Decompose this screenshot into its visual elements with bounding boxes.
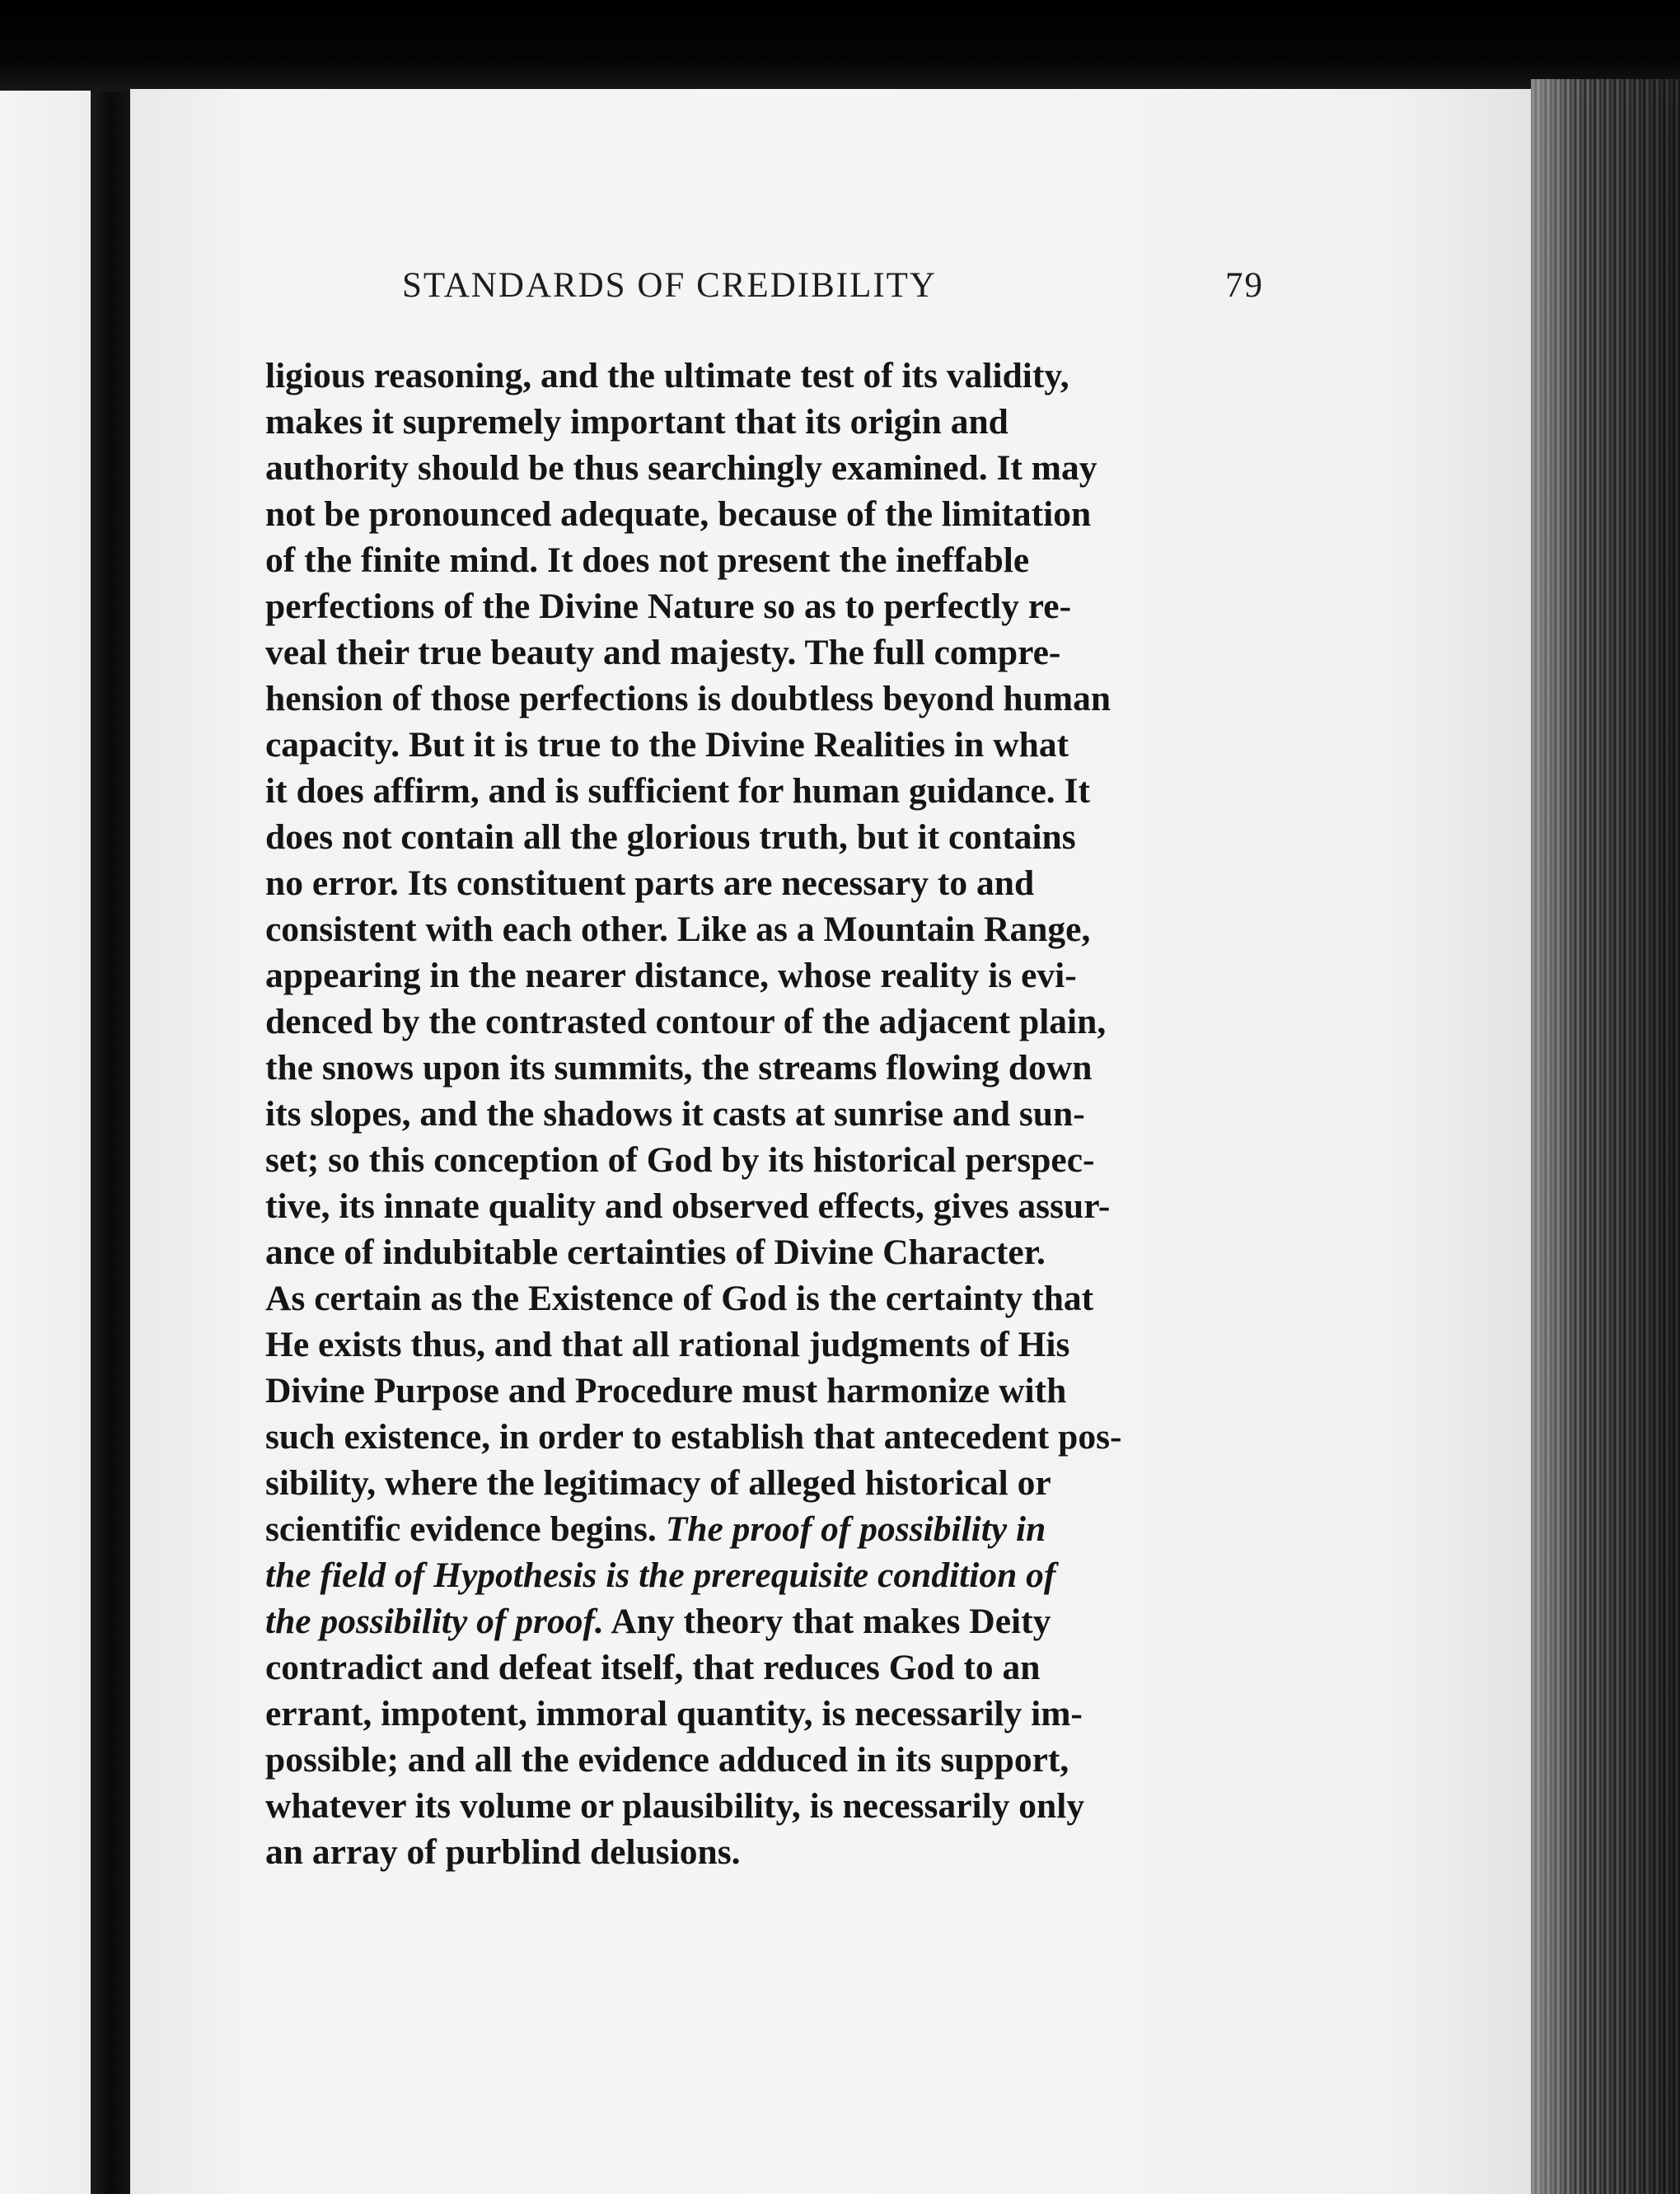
running-head bbox=[402, 265, 1264, 315]
text-line: capacity. But it is true to the Divine Realities in what bbox=[265, 725, 1069, 765]
text-line: an array of purblind delusions. bbox=[265, 1832, 741, 1872]
text-line: it does affirm, and is sufficient for human guidance. It bbox=[265, 771, 1090, 811]
text-line: makes it supremely important that its origin and bbox=[265, 402, 1008, 442]
text-line: whatever its volume or plausibility, is necessarily only bbox=[265, 1786, 1085, 1826]
page-number: 79 bbox=[1225, 266, 1264, 305]
text-line: not be pronounced adequate, because of the limitation bbox=[265, 494, 1092, 534]
text-line bbox=[265, 1552, 1251, 1598]
text-line: hension of those perfections is doubtless beyond human bbox=[265, 679, 1111, 718]
italic-emphasis: the possibility of proof. bbox=[265, 1602, 604, 1641]
text-line: its slopes, and the shadows it casts at sunrise and sun- bbox=[265, 1094, 1085, 1134]
text-line: no error. Its constituent parts are necessary to and bbox=[265, 863, 1035, 903]
text-line: authority should be thus searchingly examined. It may bbox=[265, 448, 1097, 488]
text-line: veal their true beauty and majesty. The full compre- bbox=[265, 633, 1061, 672]
text-line: ance of indubitable certainties of Divine Character. bbox=[265, 1233, 1046, 1272]
text-line: denced by the contrasted contour of the adjacent plain, bbox=[265, 1002, 1107, 1041]
text-line: errant, impotent, immoral quantity, is necessarily im- bbox=[265, 1694, 1083, 1733]
page-edges-stack bbox=[1531, 79, 1680, 2194]
running-title: STANDARDS OF CREDIBILITY bbox=[402, 266, 937, 305]
italic-emphasis: the field of Hypothesis is the prerequisite condition of bbox=[265, 1555, 1056, 1595]
text-line: the snows upon its summits, the streams flowing down bbox=[265, 1048, 1093, 1088]
text-line: sibility, where the legitimacy of alleged historical or bbox=[265, 1463, 1051, 1503]
text-line: Divine Purpose and Procedure must harmonize with bbox=[265, 1371, 1067, 1410]
text-line: of the finite mind. It does not present the ineffable bbox=[265, 540, 1030, 580]
text-line: does not contain all the glorious truth, but it contains bbox=[265, 817, 1076, 857]
text-line: the possibility of proof. Any theory that makes Deity bbox=[265, 1602, 1051, 1641]
text-line: such existence, in order to establish that antecedent pos- bbox=[265, 1417, 1122, 1457]
text-line: set; so this conception of God by its historical perspec- bbox=[265, 1140, 1095, 1180]
text-line: contradict and defeat itself, that reduces God to an bbox=[265, 1648, 1041, 1687]
text-line: As certain as the Existence of God is the certainty that bbox=[265, 1279, 1094, 1318]
left-margin bbox=[0, 91, 91, 2194]
text-line: tive, its innate quality and observed effects, gives assur- bbox=[265, 1186, 1111, 1226]
text-line: appearing in the nearer distance, whose reality is evi- bbox=[265, 956, 1077, 995]
text-line: consistent with each other. Like as a Mountain Range, bbox=[265, 910, 1091, 949]
text-line: scientific evidence begins. The proof of possibility in bbox=[265, 1509, 1046, 1549]
top-scan-shadow bbox=[0, 0, 1680, 99]
text-line: possible; and all the evidence adduced in its support, bbox=[265, 1740, 1069, 1780]
text-line: perfections of the Divine Nature so as to perfectly re- bbox=[265, 587, 1072, 626]
body-text bbox=[265, 353, 1251, 1875]
text-line: ligious reasoning, and the ultimate test of its validity, bbox=[265, 356, 1069, 395]
text-line: He exists thus, and that all rational judgments of His bbox=[265, 1325, 1070, 1364]
italic-emphasis: The proof of possibility in bbox=[665, 1509, 1046, 1549]
binding-edge-shadow bbox=[91, 92, 130, 2194]
